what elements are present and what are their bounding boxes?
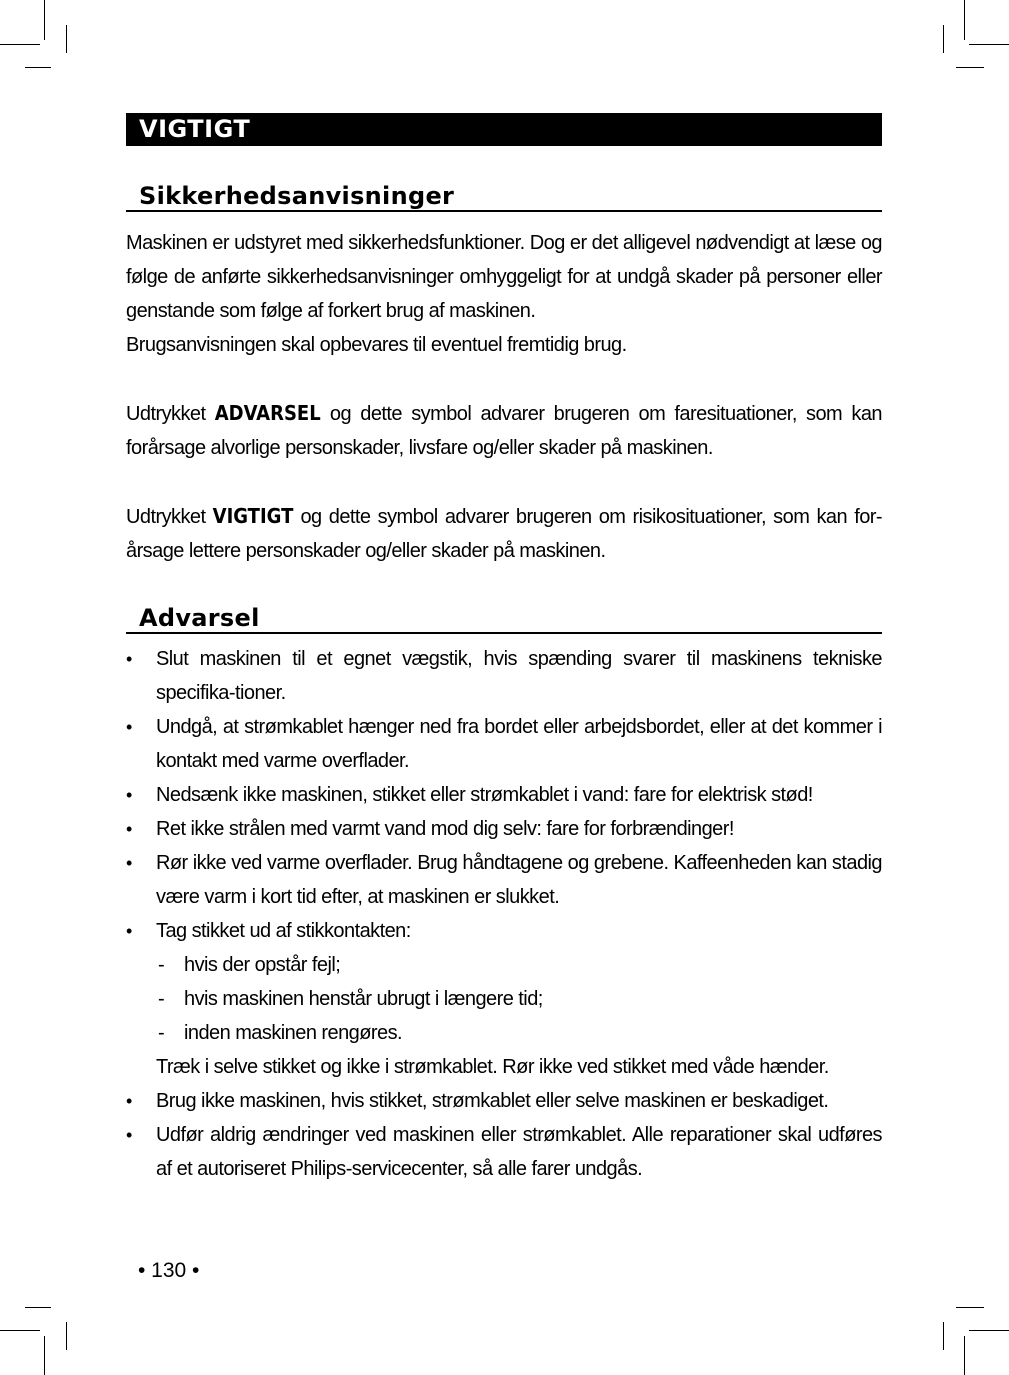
crop-mark bbox=[44, 0, 45, 40]
crop-mark bbox=[964, 1336, 965, 1375]
list-item: • Nedsænk ikke maskinen, stikket eller strømkablet i vand: fare for elektrisk stød! bbox=[126, 778, 882, 812]
crop-mark bbox=[0, 1330, 40, 1331]
warning-keyword: ADVARSEL bbox=[214, 401, 321, 425]
crop-mark bbox=[25, 67, 51, 68]
list-item: • Undgå, at strømkablet hænger ned fra bordet eller arbejdsbordet, eller at det kommer i kontakt med varme overflader. bbox=[126, 710, 882, 778]
page-number: • 130 • bbox=[138, 1259, 200, 1282]
section-title-safety: Sikkerhedsanvisninger bbox=[126, 182, 882, 212]
important-definition-paragraph: Udtrykket VIGTIGT og dette symbol advarer brugeren om risikosituationer, som kan for-årsage lettere personskader og/eller skader på maskinen. bbox=[126, 504, 882, 562]
sub-list-item: - hvis maskinen henstår ubrugt i længere tid; bbox=[126, 982, 882, 1016]
sub-list-item: - hvis der opstår fejl; bbox=[126, 948, 882, 982]
crop-mark bbox=[25, 1307, 51, 1308]
crop-mark bbox=[0, 44, 40, 45]
crop-mark bbox=[66, 25, 67, 53]
crop-mark bbox=[66, 1322, 67, 1350]
warning-list-continued bbox=[126, 1050, 882, 1186]
crop-mark bbox=[44, 1336, 45, 1375]
safety-section bbox=[126, 226, 882, 568]
important-banner: VIGTIGT bbox=[126, 113, 882, 146]
list-item: • Brug ikke maskinen, hvis stikket, strømkablet eller selve maskinen er beskadiget. bbox=[126, 1084, 882, 1118]
section-title-warning: Advarsel bbox=[126, 604, 882, 634]
sub-list-item: - inden maskinen rengøres. bbox=[126, 1016, 882, 1050]
crop-mark bbox=[956, 67, 984, 68]
sub-note: Træk i selve stikket og ikke i strømkablet. Rør ikke ved stikket med våde hænder. bbox=[156, 1056, 829, 1078]
unplug-conditions-list bbox=[126, 948, 882, 1050]
list-item: • Ret ikke strålen med varmt vand mod dig selv: fare for forbrændinger! bbox=[126, 812, 882, 846]
page-content bbox=[126, 113, 882, 1186]
crop-mark bbox=[943, 1322, 944, 1350]
keep-manual-paragraph: Brugsanvisningen skal opbevares til eventuel fremtidig brug. bbox=[126, 334, 627, 356]
list-item: • Rør ikke ved varme overflader. Brug håndtagene og grebene. Kaffeenheden kan stadig være varm i kort tid efter, at maskinen er slukket. bbox=[126, 846, 882, 914]
crop-mark bbox=[956, 1307, 984, 1308]
crop-mark bbox=[964, 0, 965, 40]
intro-paragraph: Maskinen er udstyret med sikkerhedsfunktioner. Dog er det alligevel nødvendigt at læse og følge de anførte sikkerhedsanvisninger omhyggeligt for at undgå skader på personer eller genstande som følge af forkert brug af maskinen. bbox=[126, 232, 882, 322]
crop-mark bbox=[969, 44, 1009, 45]
important-keyword: VIGTIGT bbox=[212, 504, 294, 528]
list-item: • Slut maskinen til et egnet vægstik, hvis spænding svarer til maskinens tekniske specifika-tioner. bbox=[126, 642, 882, 710]
warning-definition-paragraph: Udtrykket ADVARSEL og dette symbol advarer brugeren om faresituationer, som kan forårsage alvorlige personskader, livsfare og/eller skader på maskinen. bbox=[126, 401, 882, 459]
crop-mark bbox=[969, 1330, 1009, 1331]
list-item: • Udfør aldrig ændringer ved maskinen eller strømkablet. Alle reparationer skal udføres af et autoriseret Philips-servicecenter, så alle farer undgås. bbox=[126, 1118, 882, 1186]
warning-list bbox=[126, 642, 882, 948]
list-item: • Tag stikket ud af stikkontakten: bbox=[126, 914, 882, 948]
warning-section bbox=[126, 642, 882, 1186]
crop-mark bbox=[943, 25, 944, 53]
